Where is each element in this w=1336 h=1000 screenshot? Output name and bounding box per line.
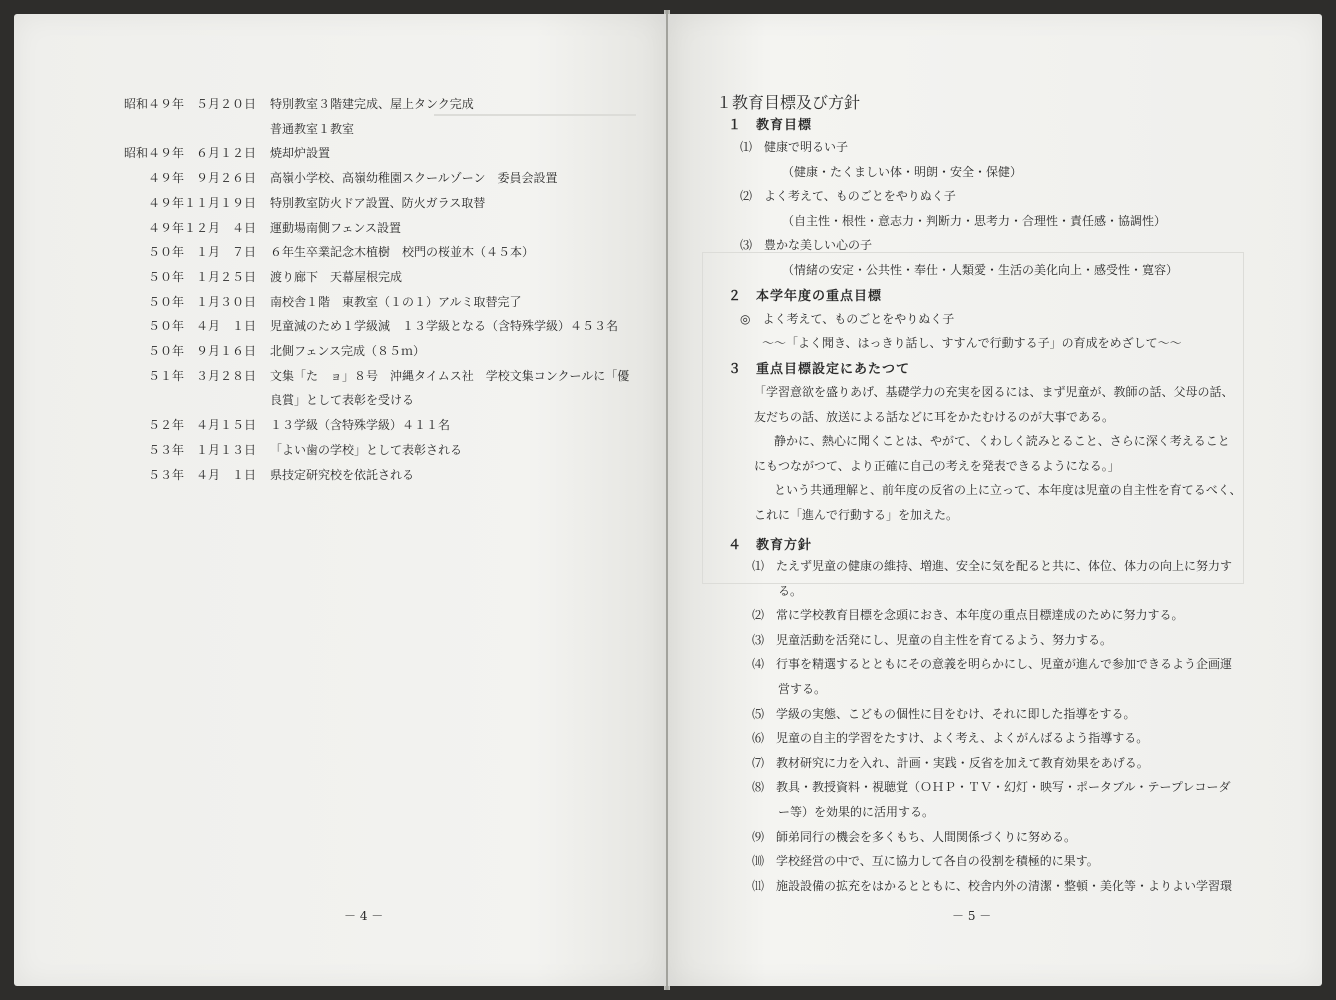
history-text: 高嶺小学校、高嶺幼稚園スクールゾーン 委員会設置 bbox=[270, 171, 558, 186]
sec3-heading: ３ 重点目標設定にあたつて bbox=[728, 362, 911, 377]
goal-2: ⑵ よく考えて、ものごとをやりぬく子 bbox=[740, 189, 956, 203]
policy-line: ⑴ たえず児童の健康の維持、増進、安全に気を配ると共に、体位、体力の向上に努力す bbox=[752, 559, 1233, 573]
page-number-right: － 5 － bbox=[952, 909, 992, 923]
policy-line: ⑷ 行事を精選するとともにその意義を明らかにし、児童が進んで参加できるよう企画運 bbox=[752, 657, 1233, 672]
goal-3: ⑶ 豊かな美しい心の子 bbox=[740, 238, 873, 252]
policy-line: る。 bbox=[778, 583, 803, 598]
policy-line: ⑵ 常に学校教育目標を念頭におき、本年度の重点目標達成のために努力する。 bbox=[752, 608, 1184, 623]
history-date: ５３年 ４月 １日 bbox=[147, 467, 256, 482]
history-date: ５０年 １月 ７日 bbox=[147, 245, 256, 260]
history-date: ５０年 １月２５日 bbox=[147, 269, 256, 284]
history-date: ５０年 ４月 １日 bbox=[147, 319, 256, 334]
history-date: ５２年 ４月１５日 bbox=[147, 418, 256, 433]
policy-line: ⑸ 学級の実態、こどもの個性に目をむけ、それに即した指導をする。 bbox=[752, 706, 1136, 721]
history-date: ４９年 ９月２６日 bbox=[147, 171, 256, 186]
history-text: 渡り廊下 天幕屋根完成 bbox=[270, 269, 403, 284]
history-text: 特別教室３階建完成、屋上タンク完成 bbox=[270, 97, 474, 111]
paragraph-line: これに「進んで行動する」を加えた。 bbox=[754, 507, 959, 522]
goal-3-detail: （情緒の安定・公共性・奉仕・人類愛・生活の美化向上・感受性・寛容） bbox=[782, 263, 1179, 277]
history-date: ５０年 ９月１６日 bbox=[147, 344, 256, 358]
focus-subtitle: 〜〜「よく聞き、はっきり話し、すすんで行動する子」の育成をめざして〜〜 bbox=[762, 336, 1182, 350]
history-text: 北側フェンス完成（８５ｍ） bbox=[270, 344, 426, 358]
policy-line: ⑻ 教具・教授資料・視聴覚（ＯＨＰ・ＴＶ・幻灯・映写・ポータブル・テープレコーダ bbox=[752, 780, 1231, 795]
policy-line: ⑽ 学校経営の中で、互に協力して各自の役割を積極的に果す。 bbox=[752, 854, 1099, 869]
paragraph-line: 友だちの話、放送による話などに耳をかたむけるのが大事である。 bbox=[754, 409, 1115, 424]
history-date: ５１年 ３月２８日 bbox=[147, 368, 256, 383]
paragraph-line: という共通理解と、前年度の反省の上に立って、本年度は児童の自主性を育てるべく、 bbox=[774, 483, 1242, 497]
history-text: 児童減のため１学級減 １３学級となる（含特殊学級）４５３名 bbox=[270, 319, 619, 334]
goal-1: ⑴ 健康で明るい子 bbox=[740, 140, 849, 154]
policy-line: 営する。 bbox=[778, 682, 827, 696]
history-text: 良賞」として表彰を受ける bbox=[270, 393, 415, 408]
focus-goal: ◎ よく考えて、ものごとをやりぬく子 bbox=[740, 312, 955, 326]
history-date: 昭和４９年 ５月２０日 bbox=[123, 97, 256, 111]
paragraph-line: 静かに、熱心に聞くことは、やがて、くわしく読みとること、さらに深く考えること bbox=[774, 434, 1230, 448]
history-text: 南校舎１階 東教室（１の１）アルミ取替完了 bbox=[270, 294, 522, 309]
history-date: 昭和４９年 ６月１２日 bbox=[123, 146, 256, 161]
history-text: 「よい歯の学校」として表彰される bbox=[270, 442, 463, 457]
left-page bbox=[14, 14, 666, 986]
section-title: １教育目標及び方針 bbox=[716, 93, 861, 112]
sec4-heading: ４ 教育方針 bbox=[728, 538, 813, 553]
history-date: ４９年１２月 ４日 bbox=[147, 220, 256, 235]
history-text: 運動場南側フェンス設置 bbox=[270, 220, 402, 235]
goal-2-detail: （自主性・根性・意志力・判断力・思考力・合理性・責任感・協調性） bbox=[782, 214, 1167, 228]
history-text: 文集「た ョ」８号 沖縄タイムス社 学校文集コンクールに「優 bbox=[270, 368, 630, 383]
policy-line: ⑾ 施設設備の拡充をはかるとともに、校舎内外の清潔・整頓・美化等・よりよい学習環 bbox=[752, 878, 1233, 893]
policy-line: ⑼ 師弟同行の機会を多くもち、人間関係づくりに努める。 bbox=[752, 829, 1077, 844]
right-page bbox=[668, 14, 1322, 986]
history-date: ５０年 １月３０日 bbox=[147, 294, 256, 309]
history-date: ４９年１１月１９日 bbox=[147, 195, 256, 210]
history-text: １３学級（含特殊学級）４１１名 bbox=[270, 418, 451, 433]
paragraph-line: にもつながつて、より正確に自己の考えを発表できるようになる。」 bbox=[754, 458, 1120, 473]
goal-1-detail: （健康・たくましい体・明朗・安全・保健） bbox=[782, 165, 1023, 179]
history-text: ６年生卒業記念木植樹 校門の桜並木（４５本） bbox=[270, 245, 535, 260]
paragraph-line: 「学習意欲を盛りあげ、基礎学力の充実を図るには、まず児童が、教師の話、父母の話、 bbox=[754, 385, 1234, 399]
history-text: 焼却炉設置 bbox=[270, 146, 331, 161]
page-number-left: － 4 － bbox=[344, 909, 384, 923]
history-text: 特別教室防火ドア設置、防火ガラス取替 bbox=[270, 195, 486, 210]
policy-line: ⑹ 児童の自主的学習をたすけ、よく考え、よくがんばるよう指導する。 bbox=[752, 731, 1149, 746]
history-date: ５３年 １月１３日 bbox=[147, 442, 256, 457]
sec1-heading: １ 教育目標 bbox=[728, 118, 813, 133]
sec2-heading: ２ 本学年度の重点目標 bbox=[728, 289, 883, 304]
policy-line: ⑶ 児童活動を活発にし、児童の自主性を育てるよう、努力する。 bbox=[752, 632, 1113, 647]
history-text: 県技定研究校を依託される bbox=[270, 467, 415, 482]
policy-line: ー等）を効果的に活用する。 bbox=[778, 805, 935, 819]
bleed-through bbox=[434, 114, 636, 116]
history-text: 普通教室１教室 bbox=[270, 121, 355, 136]
policy-line: ⑺ 教材研究に力を入れ、計画・実践・反省を加えて教育効果をあげる。 bbox=[752, 755, 1149, 770]
